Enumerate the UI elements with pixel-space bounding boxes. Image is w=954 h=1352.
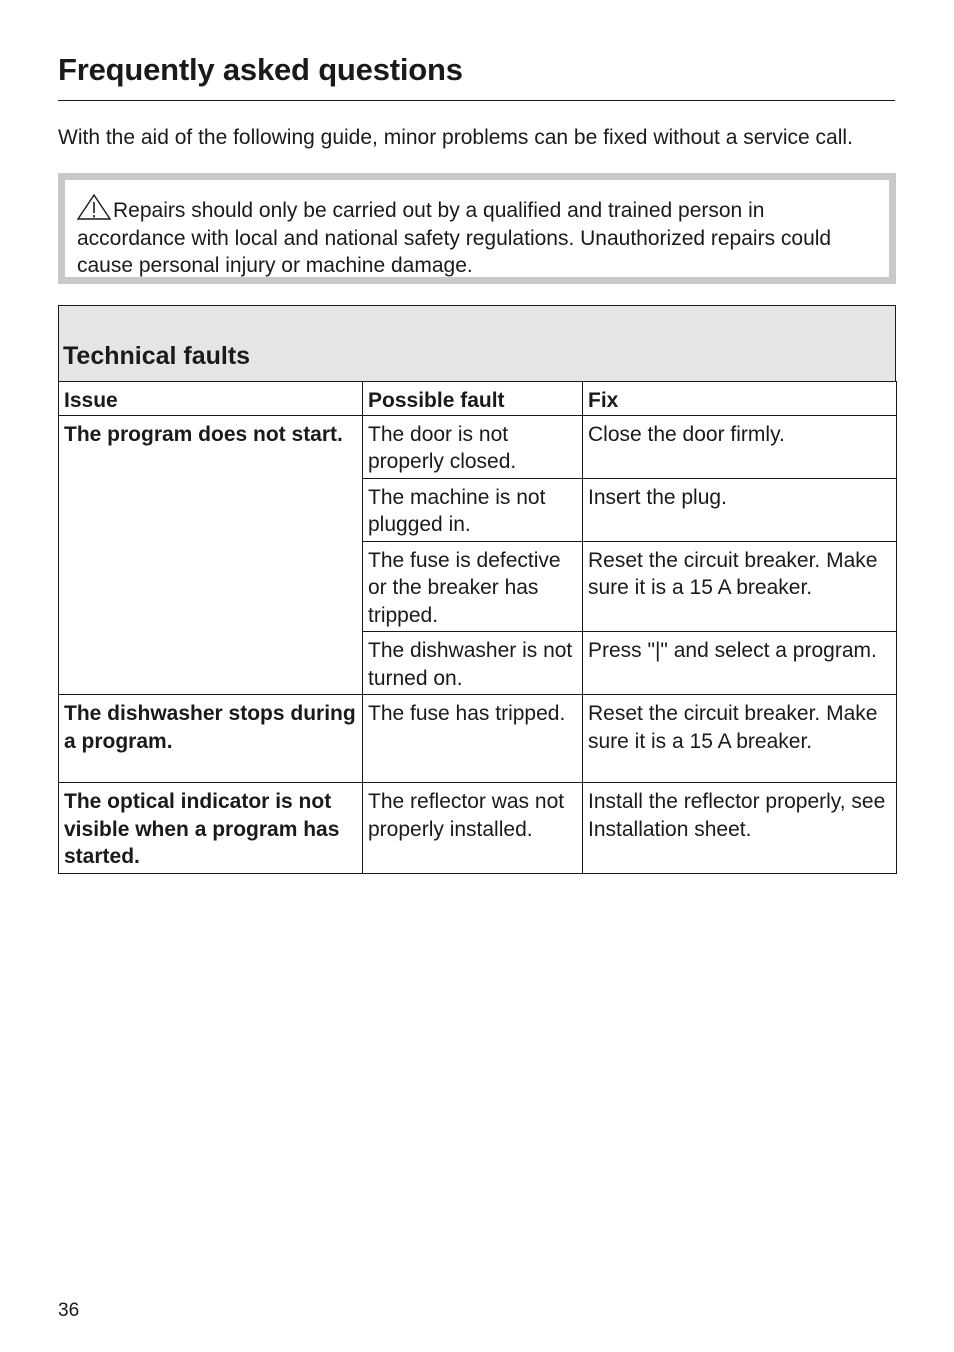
fault-cell: The dishwasher is not turned on. <box>363 632 583 695</box>
fix-cell: Reset the circuit breaker. Make sure it is a 15 A breaker. <box>583 541 897 632</box>
title-divider <box>58 100 895 101</box>
fix-cell: Press "|" and select a program. <box>583 632 897 695</box>
fix-cell: Insert the plug. <box>583 478 897 541</box>
issue-cell: The optical indicator is not visible when a program has started. <box>59 783 363 874</box>
warning-text: Repairs should only be carried out by a qualified and trained person in accordance with local and national safety regulations. Unauthorized repairs could cause personal injury or machine damage. <box>77 199 832 277</box>
warning-triangle-icon <box>77 194 111 220</box>
column-header-issue: Issue <box>59 382 363 416</box>
fault-cell: The machine is not plugged in. <box>363 478 583 541</box>
column-header-fix: Fix <box>583 382 897 416</box>
warning-paragraph <box>77 194 877 280</box>
issue-cell: The dishwasher stops during a program. <box>59 695 363 783</box>
technical-faults-header <box>58 305 896 382</box>
table-row <box>59 783 897 874</box>
technical-faults-title: Technical faults <box>63 342 251 370</box>
table-header-row <box>59 382 897 416</box>
fault-cell: The reflector was not properly installed. <box>363 783 583 874</box>
table-row <box>59 695 897 783</box>
page-title: Frequently asked questions <box>58 52 463 87</box>
technical-faults-table <box>58 381 897 874</box>
fix-cell: Reset the circuit breaker. Make sure it is a 15 A breaker. <box>583 695 897 783</box>
fix-cell: Close the door firmly. <box>583 415 897 478</box>
fix-cell: Install the reflector properly, see Installation sheet. <box>583 783 897 874</box>
fault-cell: The fuse has tripped. <box>363 695 583 783</box>
page-number: 36 <box>58 1300 80 1321</box>
fault-cell: The door is not properly closed. <box>363 415 583 478</box>
column-header-possible-fault: Possible fault <box>363 382 583 416</box>
intro-text: With the aid of the following guide, minor problems can be fixed without a service call. <box>58 126 853 149</box>
issue-cell: The program does not start. <box>59 415 363 695</box>
warning-box <box>58 173 896 284</box>
table-row <box>59 415 897 478</box>
fault-cell: The fuse is defective or the breaker has tripped. <box>363 541 583 632</box>
